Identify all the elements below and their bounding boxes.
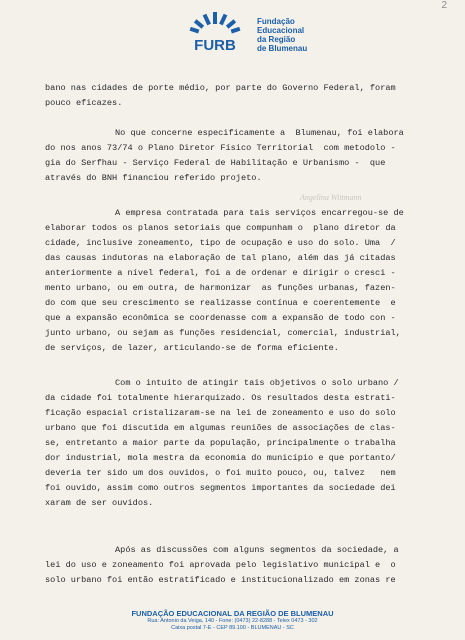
text-line: Com o intuito de atingir tais objetivos o solo urbano / xyxy=(115,378,399,388)
text-line: do nos anos 73/74 o Plano Diretor Físico Territorial com metodolo - xyxy=(45,143,396,153)
text-line: urbano que foi discutida em algumas reuniões de associações de clas- xyxy=(45,423,396,433)
institution-name xyxy=(257,17,307,53)
text-line: da cidade foi totalmente hierarquizado. Os resultados desta estrati- xyxy=(45,393,396,403)
text-line: elaborar todos os planos setoriais que compunham o plano diretor da xyxy=(45,223,396,233)
text-line: deveria ter sido um dos ouvidos, o foi muito pouco, ou, talvez nem xyxy=(45,468,396,478)
text-line: foi ouvido, assim como outros segmentos importantes da sociedade dei xyxy=(45,483,396,493)
text-line: das causas indutoras na elaboração de tal plano, além das já citadas xyxy=(45,253,396,263)
text-line: através do BNH financiou referido projeto. xyxy=(45,173,262,183)
text-line: do com que seu crescimento se realizasse contínua e coerentemente e xyxy=(45,298,396,308)
text-line: ficação espacial cristalizaram-se na lei de zoneamento e uso do solo xyxy=(45,408,396,418)
text-line: xaram de ser ouvidos. xyxy=(45,498,154,508)
footer-name: FUNDAÇÃO EDUCACIONAL DA REGIÃO DE BLUMENAU xyxy=(131,609,334,618)
text-line: Após as discussões com alguns segmentos da sociedade, a xyxy=(115,545,399,555)
text-line: solo urbano foi então estratificado e institucionalizado em zonas re xyxy=(45,575,396,585)
text-line: A empresa contratada para tais serviços encarregou-se de xyxy=(115,208,404,218)
text-line: pouco eficazes. xyxy=(45,98,123,108)
text-line: cidade, inclusive zoneamento, tipo de ocupação e uso do solo. Uma / xyxy=(45,238,396,248)
footer-address: Rua: Antonio da Veiga, 140 - Fone: (0473) 22-8288 - Telex 0473 - 302 xyxy=(147,618,318,624)
institution-line: de Blumenau xyxy=(257,44,308,53)
text-line: junto urbano, ou sejam as funções residencial, comercial, industrial, xyxy=(45,328,401,338)
letterhead-footer xyxy=(0,609,465,632)
institution-line: Fundação xyxy=(257,17,295,26)
logo-text: FURB xyxy=(194,37,236,54)
text-line: lei do uso e zoneamento foi aprovada pelo legislativo municipal e o xyxy=(45,560,396,570)
text-line: No que concerne especificamente a Blumenau, foi elabora xyxy=(115,128,404,138)
footer-postal: Caixa postal 7-E - CEP 89.100 - BLUMENAU - SC xyxy=(171,625,294,631)
text-line: de serviços, de lazer, articulando-se de forma eficiente. xyxy=(45,343,339,353)
institution-line: da Região xyxy=(257,35,296,44)
institution-line: Educacional xyxy=(257,26,305,35)
text-line: bano nas cidades de porte médio, por parte do Governo Federal, foram xyxy=(45,83,396,93)
watermark: Angelina Wittmann xyxy=(300,193,362,202)
text-line: se, entretanto a maior parte da população, principalmente o trabalha xyxy=(45,438,396,448)
text-line: gia do Serfhau - Serviço Federal de Habilitação e Urbanismo - que xyxy=(45,158,386,168)
letterhead xyxy=(175,6,315,58)
text-line: que a expansão econômica se coordenasse com a expansão de todo con - xyxy=(45,313,396,323)
page-number: 2 xyxy=(441,0,447,11)
text-line: anteriormente a nível federal, foi a de ordenar e dirigir o cresci - xyxy=(45,268,396,278)
text-line: dor industrial, mola mestra da economia do município e que portanto/ xyxy=(45,453,396,463)
furb-logo-icon xyxy=(175,6,255,56)
text-line: mento urbano, ou em outra, de harmonizar as funções urbanas, fazen- xyxy=(45,283,396,293)
